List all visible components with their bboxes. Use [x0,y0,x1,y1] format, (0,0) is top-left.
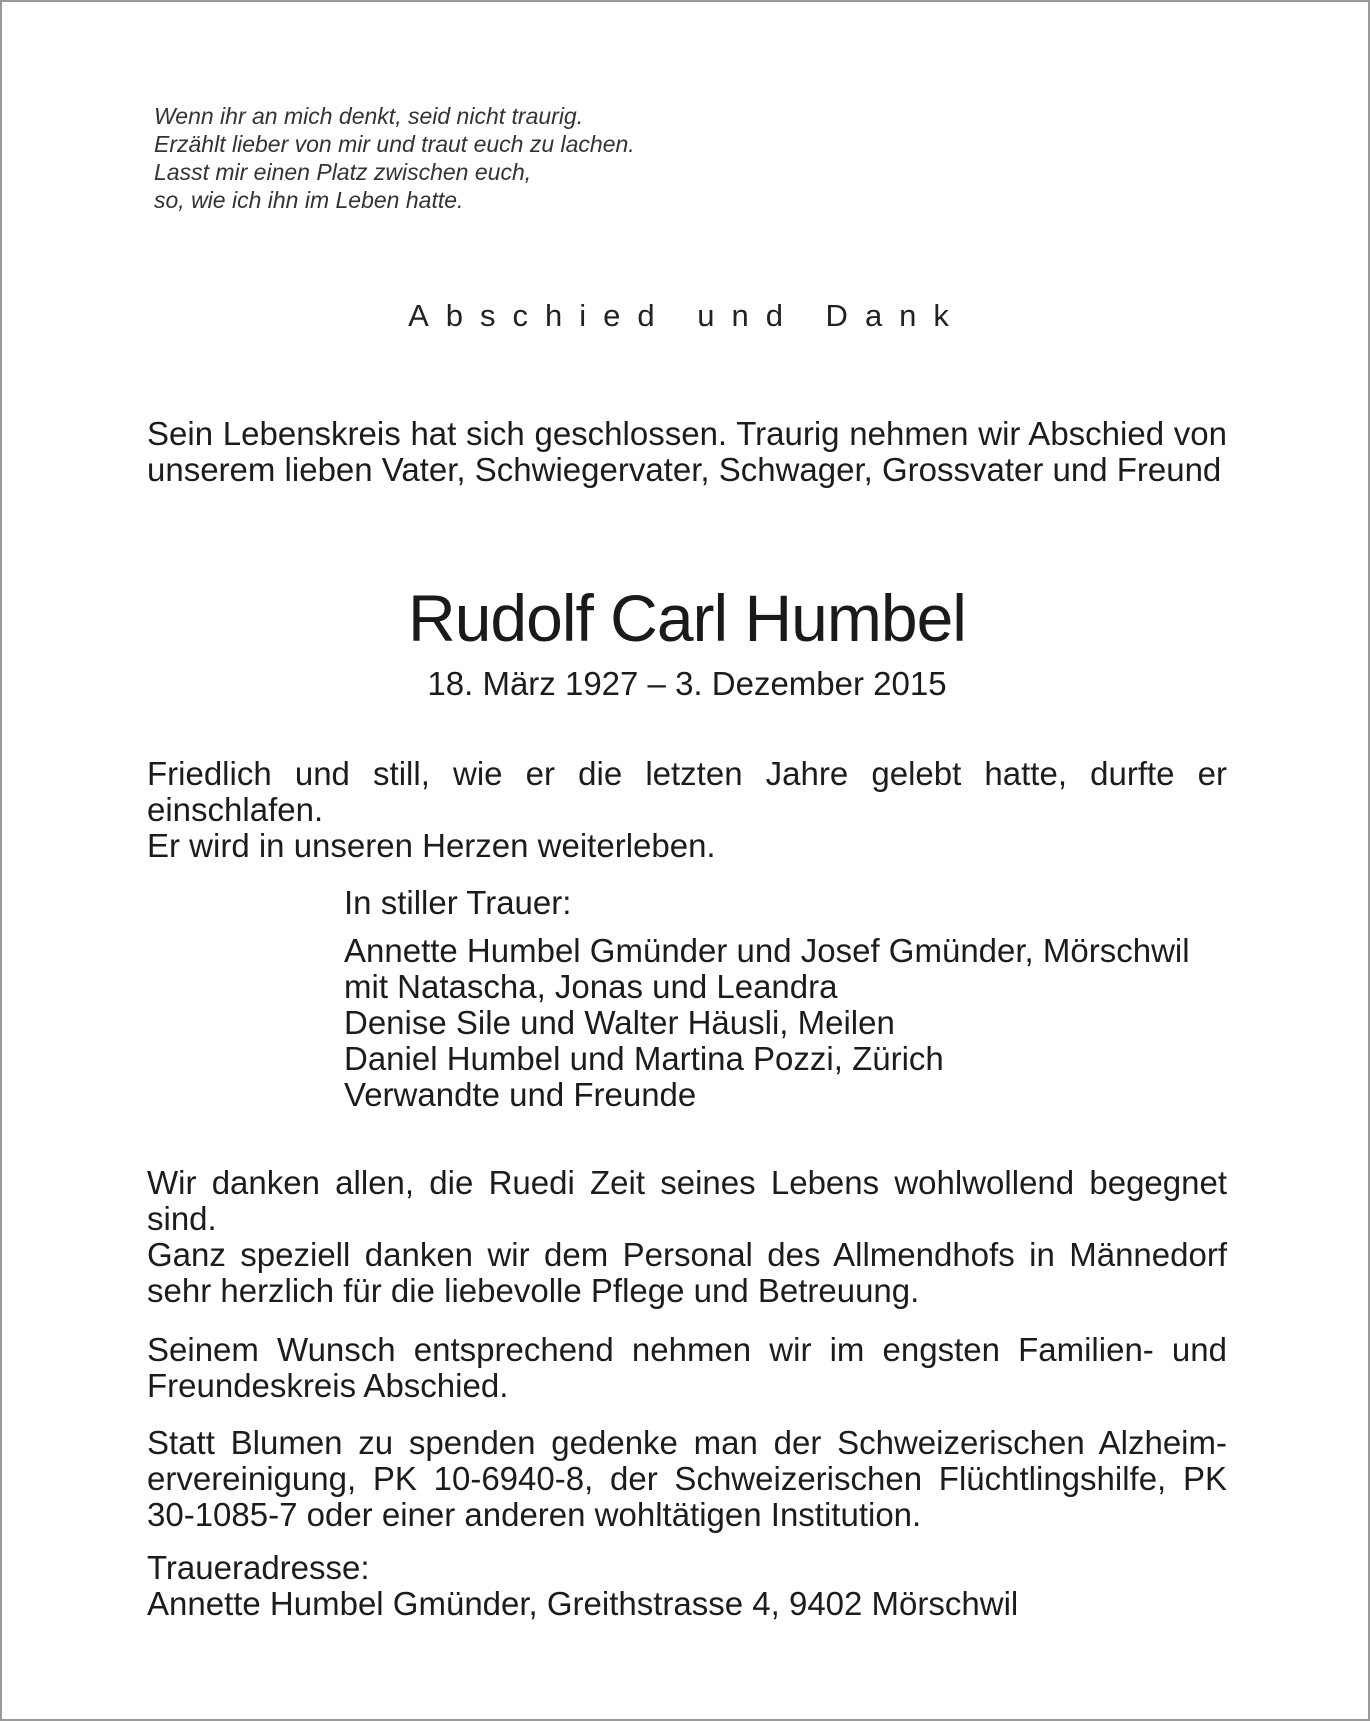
peace-line: Er wird in unseren Herzen weiterleben. [147,827,716,864]
motto-line: Erzählt lieber von mir und traut euch zu lachen. [154,131,635,157]
thanks-text: Ganz speziell danken wir dem Personal des Allmendhofs in Männedorf sehr herzlich für die liebevolle Pflege und Betreuung. [147,1236,1227,1309]
deceased-name: Rudolf Carl Humbel [408,581,966,655]
motto-poem [154,102,635,214]
motto-line: Lasst mir einen Platz zwischen euch, [154,159,532,185]
thanks-paragraph [147,1165,1227,1309]
motto-line: Wenn ihr an mich denkt, seid nicht traurig. [154,103,584,129]
peace-paragraph [147,756,1227,864]
mourners-list [344,885,1190,1113]
heading: Abschied und Dank [408,298,966,333]
address-label: Traueradresse: [147,1549,370,1586]
mourners-lead: In stiller Trauer: [344,884,572,921]
motto-line: so, wie ich ihn im Leben hatte. [154,187,464,213]
intro-paragraph [147,416,1227,488]
life-dates: 18. März 1927 – 3. Dezember 2015 [427,665,947,702]
address-value: Annette Humbel Gmünder, Greithstrasse 4, 9402 Mörschwil [147,1585,1019,1622]
mourner-line: Verwandte und Freunde [344,1076,697,1113]
mourner-line: Daniel Humbel und Martina Pozzi, Zürich [344,1040,944,1077]
thanks-text: Wir danken allen, die Ruedi Zeit seines Lebens wohlwollend begegnet sind. [147,1164,1227,1237]
wish-paragraph [147,1332,1227,1404]
mourning-address [147,1550,1227,1622]
peace-line: Friedlich und still, wie er die letzten Jahre gelebt hatte, durfte er einschlafen. [147,755,1227,828]
mourner-line: mit Natascha, Jonas und Leandra [344,968,838,1005]
mourner-line: Annette Humbel Gmünder und Josef Gmünder, Mörschwil [344,932,1190,969]
donation-paragraph [147,1425,1227,1533]
wish-text: Seinem Wunsch entsprechend nehmen wir im engsten Familien- und Freundeskreis Abschied. [147,1331,1227,1404]
donation-text: Statt Blumen zu spenden gedenke man der Schweizerischen Alzheimervereinigung, PK 10-6940-8, der Schweizerischen Flüchtlingshilfe, PK 30-1085-7 oder einer anderen wohltätigen Institution. [147,1424,1227,1533]
intro-text: Sein Lebenskreis hat sich geschlossen. Traurig nehmen wir Abschied von unserem lieben Vater, Schwiegervater, Schwager, Grossvater und Freund [147,415,1227,488]
mourner-line: Denise Sile und Walter Häusli, Meilen [344,1004,895,1041]
